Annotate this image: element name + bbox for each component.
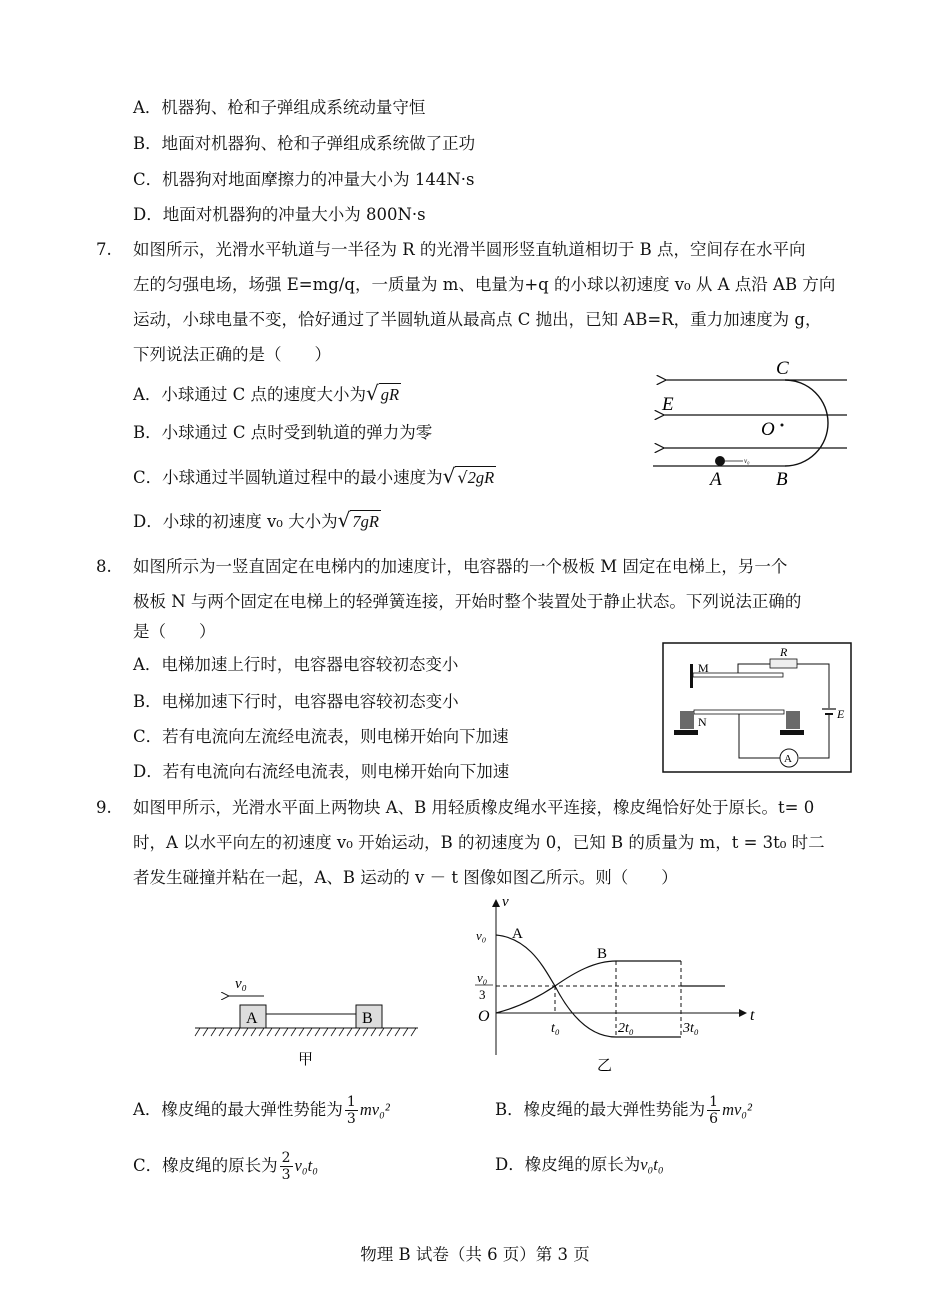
label-r: R (780, 645, 788, 659)
2t0-tick-label: 2t₀ (618, 1021, 634, 1036)
label-c: C (776, 358, 789, 379)
page-footer: 物理 B 试卷（共 6 页）第 3 页 (360, 1245, 590, 1264)
q7-option-c (133, 465, 496, 489)
q9-figure-yi-vt-graph (460, 890, 780, 1080)
q7-stem-line: 下列说法正确的是（ ） (133, 345, 331, 364)
wire (738, 664, 770, 673)
q7-stem-line: 如图所示，光滑水平轨道与一半径为 R 的光滑半圆形竖直轨道相切于 B 点，空间存在水平向 (133, 240, 806, 259)
caption-jia: 甲 (298, 1052, 314, 1068)
v0-over-3-num: v₀ (477, 970, 488, 985)
plate-m-mount (690, 664, 693, 688)
q7-option-a (133, 382, 401, 406)
q9-stem-line: 时，A 以水平向左的初速度 v₀ 开始运动，B 的初速度为 0，已知 B 的质量为 m，t = 3t₀ 时二 (133, 833, 825, 852)
label-m: M (698, 661, 709, 675)
plate-n (694, 710, 784, 714)
q6-option-d: D．地面对机器狗的冲量大小为 800N·s (133, 205, 426, 224)
resistor (770, 659, 797, 668)
label-e: E (837, 707, 845, 721)
numerator: 2 (281, 1150, 291, 1166)
label-e: E (662, 394, 674, 415)
q7-option-c-text: C．小球通过半圆轨道过程中的最小速度为 (133, 468, 443, 487)
q6-option-c: C．机器狗对地面摩擦力的冲量大小为 144N·s (133, 170, 475, 189)
q8-option-d: D．若有电流向右流经电流表，则电梯开始向下加速 (133, 762, 510, 781)
q9-number: 9. (96, 798, 112, 817)
ground-hatch (195, 1028, 416, 1036)
wire (799, 715, 829, 758)
q9-option-c-text: C．橡皮绳的原长为 (133, 1156, 278, 1175)
block-a-label: A (246, 1010, 258, 1027)
sqrt-icon: √ (366, 381, 379, 405)
q9-option-a-text: A．橡皮绳的最大弹性势能为 (133, 1100, 343, 1119)
3t0-tick-label: 3t₀ (683, 1021, 699, 1036)
q9-option-b (495, 1094, 752, 1127)
v0-tick-label: v₀ (476, 928, 487, 943)
ammeter-label: A (784, 753, 792, 765)
v-axis-label: v (502, 894, 509, 910)
q7-number: 7. (96, 240, 112, 259)
fraction (345, 1094, 358, 1127)
label-n: N (698, 715, 707, 729)
q9-stem-line: 者发生碰撞并粘在一起，A、B 运动的 v － t 图像如图乙所示。则（ ） (133, 868, 678, 887)
q9-option-b-math: mv₀² (722, 1100, 752, 1119)
wire (739, 713, 780, 758)
q8-stem-line: 是（ ） (133, 622, 216, 641)
q8-option-b: B．电梯加速下行时，电容器电容较初态变小 (133, 692, 459, 711)
origin-label: O (478, 1008, 490, 1025)
fraction (707, 1094, 720, 1127)
curve-a-label: A (512, 926, 523, 942)
q8-stem-line: 如图所示为一竖直固定在电梯内的加速度计，电容器的一个极板 M 固定在电梯上，另一个 (133, 557, 788, 576)
denominator: 3 (281, 1167, 291, 1183)
curve-b-label: B (597, 946, 608, 962)
q9-option-b-text: B．橡皮绳的最大弹性势能为 (495, 1100, 706, 1119)
spring-right (780, 712, 804, 735)
q7-option-d-math: 7gR (352, 512, 379, 531)
q9-option-d-math: v₀t₀ (640, 1155, 664, 1174)
denominator: 3 (346, 1111, 356, 1127)
label-b: B (776, 469, 788, 490)
v0-label: v₀ (744, 457, 750, 465)
q6-option-b: B．地面对机器狗、枪和子弹组成系统做了正功 (133, 134, 476, 153)
q8-number: 8. (96, 557, 112, 576)
q7-option-b: B．小球通过 C 点时受到轨道的弹力为零 (133, 423, 433, 442)
center-dot (781, 424, 784, 427)
ball (715, 456, 725, 466)
sqrt-icon: √ (457, 468, 468, 487)
t-axis-label: t (750, 1007, 755, 1024)
denominator: 6 (709, 1111, 719, 1127)
sqrt-icon: √ (442, 464, 456, 488)
q7-figure-semicircle-track (640, 350, 860, 500)
q7-option-d-text: D．小球的初速度 v₀ 大小为 (133, 512, 338, 531)
q9-option-d (495, 1154, 664, 1176)
q9-figure-jia (180, 960, 440, 1070)
q6-option-a: A．机器狗、枪和子弹组成系统动量守恒 (133, 98, 426, 117)
q8-option-c: C．若有电流向左流经电流表，则电梯开始向下加速 (133, 727, 509, 746)
q7-stem-line: 运动，小球电量不变，恰好通过了半圆轨道从最高点 C 抛出，已知 AB=R，重力加速度为 g， (133, 310, 822, 329)
curve-b (496, 961, 681, 1013)
q7-option-a-text: A．小球通过 C 点的速度大小为 (133, 385, 367, 404)
q8-option-a: A．电梯加速上行时，电容器电容较初态变小 (133, 655, 459, 674)
q9-option-c-math: v₀t₀ (294, 1156, 318, 1175)
q8-figure-accelerometer (662, 642, 854, 774)
t0-tick-label: t₀ (551, 1021, 560, 1036)
v0-label: v₀ (235, 976, 247, 992)
label-a: A (710, 469, 722, 490)
nested-sqrt (455, 466, 496, 489)
spring-left (674, 712, 698, 735)
q9-option-c (133, 1150, 318, 1183)
label-o: O (761, 419, 775, 440)
q9-stem-line: 如图甲所示，光滑水平面上两物块 A、B 用轻质橡皮绳水平连接，橡皮绳恰好处于原长。t= 0 (133, 798, 815, 817)
sqrt-icon: √ (337, 508, 351, 532)
q9-option-a (133, 1094, 390, 1127)
q7-stem-line: 左的匀强电场，场强 E=mg/q，一质量为 m、电量为+q 的小球以初速度 v₀ 从 A 点沿 AB 方向 (133, 275, 836, 294)
q7-option-a-math: gR (380, 385, 400, 404)
q7-option-d (133, 509, 381, 533)
q7-option-c-math: 2gR (467, 468, 495, 487)
numerator: 1 (709, 1094, 719, 1110)
dashed-guides (496, 961, 681, 1037)
wire (797, 664, 829, 708)
fraction (280, 1150, 293, 1183)
block-b-label: B (362, 1010, 373, 1027)
q9-option-d-text: D．橡皮绳的原长为 (495, 1155, 641, 1174)
semicircle-track (785, 380, 828, 466)
caption-yi: 乙 (597, 1058, 613, 1074)
figure-frame (663, 643, 851, 772)
q8-stem-line: 极板 N 与两个固定在电梯上的轻弹簧连接，开始时整个装置处于静止状态。下列说法正确的 (133, 592, 802, 611)
q9-option-a-math: mv₀² (359, 1100, 390, 1119)
v0-over-3-den: 3 (479, 987, 486, 1002)
numerator: 1 (346, 1094, 356, 1110)
